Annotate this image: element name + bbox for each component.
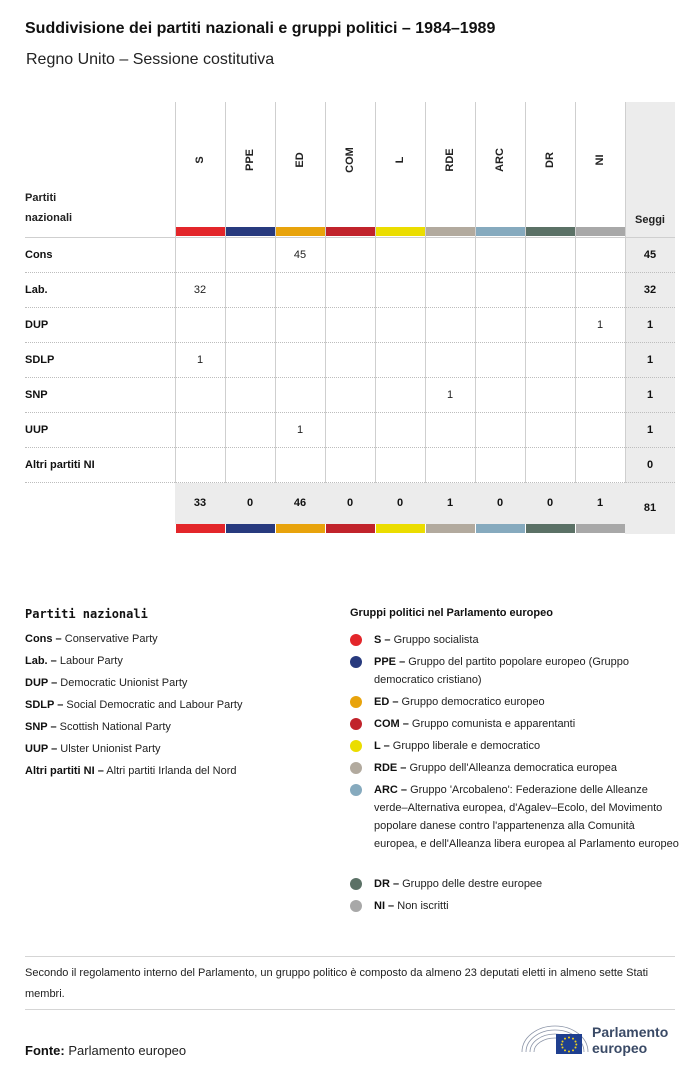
table-cell-value: 1: [446, 388, 454, 401]
page-subtitle: Regno Unito – Sessione costitutiva: [26, 51, 275, 68]
group-color-bar-bottom: [426, 524, 475, 533]
legend-party-name: Altri partiti Irlanda del Nord: [106, 765, 237, 777]
row-label-party: SDLP: [25, 353, 55, 366]
legend-color-dot-icon: [350, 634, 362, 646]
column-total-value: 0: [496, 497, 504, 509]
legend-party-item: [25, 721, 171, 733]
column-header-label: L: [394, 156, 406, 164]
column-header-label: PPE: [244, 148, 256, 172]
group-color-bar-top: [376, 227, 425, 236]
legend-party-name: Conservative Party: [64, 633, 158, 645]
column-total-value: 1: [596, 497, 604, 509]
column-total-value: 0: [546, 497, 554, 509]
legend-color-dot-icon: [350, 740, 362, 752]
legend-group-text: [374, 693, 679, 711]
legend-party-name: Democratic Unionist Party: [60, 677, 188, 689]
group-color-bar-bottom: [276, 524, 325, 533]
source-line: [25, 1043, 186, 1058]
row-label-party: UUP: [25, 423, 49, 436]
column-header-com: [325, 102, 375, 227]
legend-group-name: Gruppo delle destre europee: [402, 878, 543, 890]
group-color-bar-bottom: [576, 524, 625, 533]
table-cell-value: 32: [193, 283, 207, 296]
legend-party-abbr: Cons –: [25, 633, 62, 645]
group-color-bar-top: [226, 227, 275, 236]
parliament-logo: [520, 1020, 680, 1060]
row-label-party: SNP: [25, 388, 48, 401]
header-rule: [25, 237, 675, 238]
legend-party-name: Scottish National Party: [59, 721, 171, 733]
header-seggi: Seggi: [635, 214, 665, 226]
column-header-rde: [425, 102, 475, 227]
row-total-seats: 32: [643, 283, 657, 296]
row-divider: [25, 447, 675, 448]
column-total-value: 0: [396, 497, 404, 509]
column-header-ed: [275, 102, 325, 227]
legend-color-dot-icon: [350, 656, 362, 668]
legend-group-name: Gruppo liberale e democratico: [392, 740, 541, 752]
legend-party-name: Ulster Unionist Party: [60, 743, 161, 755]
legend-color-dot-icon: [350, 762, 362, 774]
legend-party-name: Labour Party: [59, 655, 123, 667]
column-header-s: [175, 102, 225, 227]
note-divider-bottom: [25, 1009, 675, 1010]
legend-group-abbr: ED –: [374, 696, 399, 708]
legend-party-abbr: SNP –: [25, 721, 57, 733]
note-divider-top: [25, 956, 675, 957]
column-header-l: [375, 102, 425, 227]
legend-group-abbr: S –: [374, 634, 391, 646]
legend-group-text: [374, 781, 679, 853]
table-cell-value: 45: [293, 248, 307, 261]
footnote: Secondo il regolamento interno del Parlamento, un gruppo politico è composto da almeno 23 deputati eletti in almeno sette Stati membri.: [25, 967, 649, 1000]
header-partiti-line1: Partiti: [25, 192, 57, 204]
logo-line1: Parlamento: [592, 1024, 669, 1040]
row-label-party: Altri partiti NI: [25, 458, 95, 471]
column-total-value: 33: [193, 497, 207, 509]
legend-color-dot-icon: [350, 900, 362, 912]
legend-party-item: [25, 699, 242, 711]
seat-distribution-table: [25, 102, 675, 534]
group-color-bar-top: [426, 227, 475, 236]
legend-groups-title: Gruppi politici nel Parlamento europeo: [350, 607, 553, 619]
legend-party-item: [25, 765, 237, 777]
row-divider: [25, 377, 675, 378]
row-divider: [25, 482, 675, 483]
grand-total-value: 81: [643, 502, 657, 514]
legend-group-abbr: L –: [374, 740, 390, 752]
group-color-bar-bottom: [326, 524, 375, 533]
legend-party-item: [25, 633, 158, 645]
legend-group-text: [374, 737, 679, 755]
legend-group-name: Gruppo dell'Alleanza democratica europea: [409, 762, 618, 774]
legend-group-text: [374, 631, 679, 649]
legend-group-name: Gruppo comunista e apparentanti: [411, 718, 576, 730]
group-color-bar-top: [176, 227, 225, 236]
legend-group-name: Gruppo del partito popolare europeo (Gruppo democratico cristiano): [374, 656, 630, 686]
legend-party-name: Social Democratic and Labour Party: [66, 699, 243, 711]
legend-party-item: [25, 743, 161, 755]
legend-group-text: [374, 715, 679, 733]
row-total-seats: 1: [646, 318, 654, 331]
column-header-label: DR: [544, 152, 556, 168]
column-total-value: 0: [346, 497, 354, 509]
legend-group-abbr: RDE –: [374, 762, 407, 774]
legend-party-abbr: DUP –: [25, 677, 58, 689]
row-total-seats: 1: [646, 353, 654, 366]
legend-party-abbr: Lab. –: [25, 655, 57, 667]
legend-group-text: [374, 875, 679, 893]
legend-party-abbr: UUP –: [25, 743, 58, 755]
legend-group-text: [374, 653, 679, 689]
legend-group-abbr: COM –: [374, 718, 409, 730]
legend-party-item: [25, 655, 123, 667]
column-header-arc: [475, 102, 525, 227]
legend-group-text: [374, 897, 679, 915]
group-color-bar-top: [276, 227, 325, 236]
column-header-label: RDE: [444, 148, 456, 172]
parliament-hemicycle-icon: [520, 1020, 590, 1060]
column-header-ni: [575, 102, 625, 227]
group-color-bar-top: [326, 227, 375, 236]
legend-group-name: Gruppo 'Arcobaleno': Federazione delle Alleanze verde–Alternativa europea, d'Agalev–Ecolo, del Movimento popolare danese contro l'appartenenza alla Comunità europea, e dell'Alleanza libera europea al Parlamento europeo: [374, 784, 679, 850]
source-text: Parlamento europeo: [68, 1043, 187, 1058]
header-partiti-nazionali: [25, 188, 72, 228]
row-label-party: DUP: [25, 318, 49, 331]
row-divider: [25, 342, 675, 343]
legend-group-name: Non iscritti: [397, 900, 449, 912]
column-header-label: S: [194, 156, 206, 164]
table-cell-value: 1: [596, 318, 604, 331]
row-divider: [25, 412, 675, 413]
group-color-bar-bottom: [476, 524, 525, 533]
column-header-label: ED: [294, 152, 306, 168]
column-header-dr: [525, 102, 575, 227]
column-total-value: 46: [293, 497, 307, 509]
legend-color-dot-icon: [350, 696, 362, 708]
legend-color-dot-icon: [350, 878, 362, 890]
source-label: Fonte:: [25, 1043, 65, 1058]
group-color-bar-bottom: [176, 524, 225, 533]
column-header-label: NI: [594, 154, 606, 166]
legend-party-abbr: Altri partiti NI –: [25, 765, 104, 777]
column-total-value: 1: [446, 497, 454, 509]
row-total-seats: 45: [643, 248, 657, 261]
legend-group-abbr: PPE –: [374, 656, 406, 668]
row-label-party: Lab.: [25, 283, 48, 296]
logo-line2: europeo: [592, 1040, 648, 1056]
group-color-bar-bottom: [376, 524, 425, 533]
row-divider: [25, 272, 675, 273]
legend-party-abbr: SDLP –: [25, 699, 64, 711]
header-partiti-line2: nazionali: [25, 212, 73, 224]
group-color-bar-top: [476, 227, 525, 236]
group-color-bar-bottom: [526, 524, 575, 533]
legend-group-name: Gruppo democratico europeo: [401, 696, 545, 708]
column-header-label: ARC: [494, 148, 506, 172]
legend-parties-title: Partiti nazionali: [25, 607, 148, 621]
row-label-party: Cons: [25, 248, 53, 261]
legend-group-text: [374, 759, 679, 777]
column-header-ppe: [225, 102, 275, 227]
group-color-bar-top: [526, 227, 575, 236]
column-total-value: 0: [246, 497, 254, 509]
page-title: Suddivisione dei partiti nazionali e gruppi politici – 1984–1989: [25, 20, 496, 37]
legend-color-dot-icon: [350, 718, 362, 730]
legend-group-abbr: ARC –: [374, 784, 408, 796]
legend-color-dot-icon: [350, 784, 362, 796]
legend-group-name: Gruppo socialista: [393, 634, 479, 646]
row-total-seats: 0: [646, 458, 654, 471]
group-color-bar-top: [576, 227, 625, 236]
legend-party-item: [25, 677, 187, 689]
logo-wordmark: [592, 1024, 668, 1056]
table-cell-value: 1: [296, 423, 304, 436]
legend-group-abbr: NI –: [374, 900, 395, 912]
legend-group-abbr: DR –: [374, 878, 400, 890]
row-total-seats: 1: [646, 423, 654, 436]
table-cell-value: 1: [196, 353, 204, 366]
column-header-label: COM: [344, 147, 356, 173]
row-divider: [25, 307, 675, 308]
group-color-bar-bottom: [226, 524, 275, 533]
row-total-seats: 1: [646, 388, 654, 401]
